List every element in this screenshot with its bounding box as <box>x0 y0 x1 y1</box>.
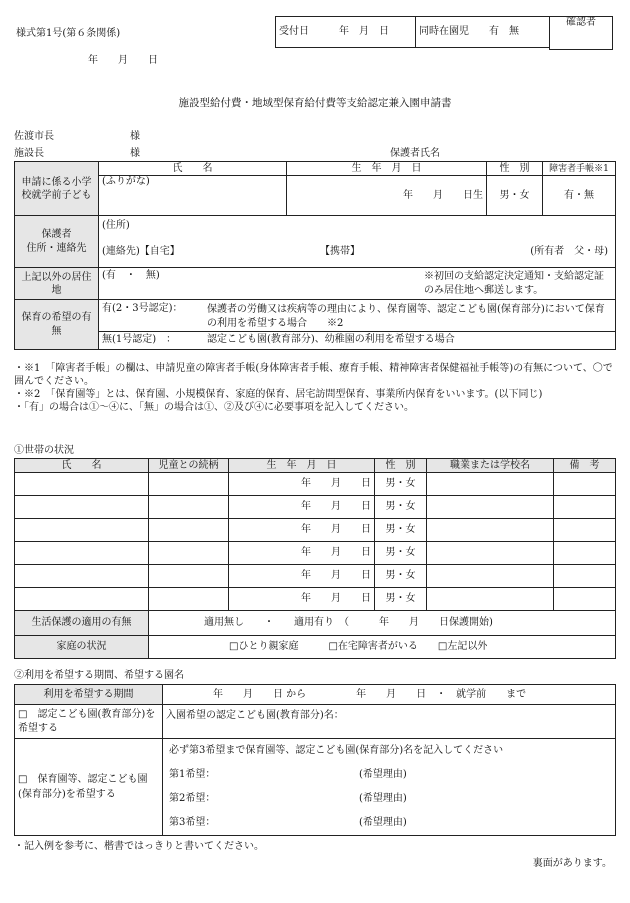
receipt-box <box>275 16 550 48</box>
note-2: ・※2 「保育園等」とは、保育園、小規模保育、家庭的保育、居宅訪問型保育、事業所内保育をいいます。(以下同じ) <box>14 389 543 400</box>
note-3: ・「有」の場合は①～④に、「無」の場合は①、②及び④に必要事項を記入してください。 <box>14 402 414 413</box>
furigana-label: (ふりがな) <box>102 176 150 187</box>
household-heading: ①世帯の状況 <box>14 445 74 456</box>
hh-remarks-cell[interactable] <box>554 496 616 519</box>
hh-occupation-cell[interactable] <box>427 565 554 588</box>
footer-note: ・記入例を参考に、楷書ではっきりと書いてください。 <box>14 841 264 852</box>
nursery-choices-cell <box>163 739 616 836</box>
hh-name-cell[interactable] <box>15 496 149 519</box>
application-table <box>14 161 616 350</box>
guardian-address-cell[interactable] <box>99 216 616 268</box>
hope-no-text: 認定こども園(教育部分)、幼稚園の利用を希望する場合 <box>207 334 455 345</box>
nursery-option[interactable]: □ 保育園等、認定こども園(保育部分)を希望する <box>15 739 163 836</box>
hh-name-cell[interactable] <box>15 542 149 565</box>
hh-header-occupation: 職業または学校名 <box>427 459 554 473</box>
hh-relation-cell[interactable] <box>149 565 229 588</box>
family-value[interactable]: □ひとり親家庭 □在宅障害者がいる □左記以外 <box>149 636 616 659</box>
hh-sex-cell[interactable]: 男・女 <box>375 496 427 519</box>
hh-dob-cell[interactable]: 年 月 日 <box>229 496 375 519</box>
hh-dob-cell[interactable]: 年 月 日 <box>229 565 375 588</box>
hh-remarks-cell[interactable] <box>554 565 616 588</box>
form-number: 様式第1号(第６条関係) <box>16 28 121 39</box>
child-disability-cell[interactable]: 有・無 <box>543 176 616 216</box>
hh-occupation-cell[interactable] <box>427 588 554 611</box>
hh-name-cell[interactable] <box>15 519 149 542</box>
hh-header-sex: 性 別 <box>375 459 427 473</box>
choice-1[interactable] <box>163 763 615 787</box>
hope-yes-cell[interactable] <box>99 300 616 332</box>
period-value[interactable]: 年 月 日 から 年 月 日 ・ 就学前 まで <box>163 685 616 705</box>
mobile-label: 【携帯】 <box>320 246 360 257</box>
table-row <box>15 565 616 588</box>
table-row <box>15 496 616 519</box>
hh-name-cell[interactable] <box>15 588 149 611</box>
hh-occupation-cell[interactable] <box>427 519 554 542</box>
hh-relation-cell[interactable] <box>149 473 229 496</box>
choice-1-reason: (希望理由) <box>359 769 407 780</box>
kindergarten-option[interactable]: □ 認定こども園(教育部分)を希望する <box>15 705 163 739</box>
facility-sama: 様 <box>130 148 140 159</box>
hh-remarks-cell[interactable] <box>554 519 616 542</box>
child-name-cell[interactable] <box>99 176 287 216</box>
confirmer-label: 確認者 <box>550 17 613 50</box>
hope-no-cell[interactable] <box>99 332 616 350</box>
residence-note: ※初回の支給認定決定通知・支給認定証のみ居住地へ郵送します。 <box>424 271 604 296</box>
form-title: 施設型給付費・地域型保育給付費等支給認定兼入園申請書 <box>178 97 452 109</box>
note-1: ・※1 「障害者手帳」の欄は、申請児童の障害者手帳(身体障害者手帳、療育手帳、精神障害者保健福祉手帳等)の有無について、〇で囲んでください。 <box>14 363 613 387</box>
address-label: (住所) <box>102 220 130 231</box>
choice-2-label: 第2希望： <box>169 793 216 804</box>
hh-name-cell[interactable] <box>15 473 149 496</box>
hh-name-cell[interactable] <box>15 565 149 588</box>
welfare-label: 生活保護の適用の有無 <box>15 611 149 636</box>
child-disability-header: 障害者手帳※1 <box>543 162 616 176</box>
hh-header-dob: 生 年 月 日 <box>229 459 375 473</box>
sibling-cell[interactable]: 同時在園児 有 無 <box>416 17 550 48</box>
owner-label: (所有者 父・母) <box>530 246 608 257</box>
facility-label: 施設長 <box>14 148 44 159</box>
choice-2[interactable] <box>163 787 615 811</box>
hh-relation-cell[interactable] <box>149 542 229 565</box>
household-table <box>14 458 616 659</box>
period-heading: ②利用を希望する期間、希望する園名 <box>14 670 184 681</box>
choice-3-reason: (希望理由) <box>359 817 407 828</box>
child-dob-header: 生 年 月 日 <box>287 162 487 176</box>
hh-occupation-cell[interactable] <box>427 496 554 519</box>
hope-yes-text: 保護者の労働又は疾病等の理由により、保育園等、認定こども園(保育部分)において保育の利用を希望する場合 ※2 <box>207 304 605 329</box>
family-label: 家庭の状況 <box>15 636 149 659</box>
hh-dob-cell[interactable]: 年 月 日 <box>229 542 375 565</box>
hh-sex-cell[interactable]: 男・女 <box>375 473 427 496</box>
hh-dob-cell[interactable]: 年 月 日 <box>229 588 375 611</box>
mayor-sama: 様 <box>130 131 140 142</box>
hh-header-name: 氏 名 <box>15 459 149 473</box>
table-row <box>15 519 616 542</box>
table-row <box>15 542 616 565</box>
hh-relation-cell[interactable] <box>149 519 229 542</box>
hh-sex-cell[interactable]: 男・女 <box>375 542 427 565</box>
hh-header-relation: 児童との続柄 <box>149 459 229 473</box>
back-side-note: 裏面があります。 <box>532 858 612 869</box>
choice-3[interactable] <box>163 811 615 835</box>
table-row <box>15 473 616 496</box>
child-row-label: 申請に係る小学校就学前子ども <box>15 162 99 216</box>
hh-remarks-cell[interactable] <box>554 542 616 565</box>
period-table <box>14 684 616 836</box>
choice-1-label: 第1希望： <box>169 769 216 780</box>
welfare-value[interactable]: 適用無し ・ 適用有り （ 年 月 日保護開始) <box>149 611 616 636</box>
choice-2-reason: (希望理由) <box>359 793 407 804</box>
hh-remarks-cell[interactable] <box>554 473 616 496</box>
nursery-note: 必ず第3希望まで保育園等、認定こども園(保育部分)名を記入してください <box>169 745 504 756</box>
table-row <box>15 588 616 611</box>
kindergarten-name-cell[interactable]: 入園希望の認定こども園(教育部分)名： <box>163 705 616 739</box>
notes-block <box>14 362 614 414</box>
residence-cell[interactable] <box>99 268 616 300</box>
choice-3-label: 第3希望： <box>169 817 216 828</box>
receipt-date-cell[interactable]: 受付日 年 月 日 <box>276 17 416 48</box>
child-sex-header: 性 別 <box>487 162 543 176</box>
hh-remarks-cell[interactable] <box>554 588 616 611</box>
hh-sex-cell[interactable]: 男・女 <box>375 519 427 542</box>
child-name-header: 氏 名 <box>99 162 287 176</box>
hh-occupation-cell[interactable] <box>427 542 554 565</box>
child-sex-cell[interactable]: 男・女 <box>487 176 543 216</box>
hh-sex-cell[interactable]: 男・女 <box>375 565 427 588</box>
child-dob-cell[interactable]: 年 月 日生 <box>287 176 487 216</box>
confirmer-box[interactable] <box>549 16 613 50</box>
hh-occupation-cell[interactable] <box>427 473 554 496</box>
hope-row-label: 保育の希望の有無 <box>15 300 99 350</box>
residence-row-label: 上記以外の居住地 <box>15 268 99 300</box>
guardian-name-label: 保護者氏名 <box>390 148 440 159</box>
residence-value: (有 ・ 無) <box>102 270 160 281</box>
hh-header-remarks: 備 考 <box>554 459 616 473</box>
period-label: 利用を希望する期間 <box>15 685 163 705</box>
home-phone-label: (連絡先)【自宅】 <box>102 246 180 257</box>
hope-yes-label: 有(2・3号認定)： <box>102 303 183 314</box>
hh-dob-cell[interactable]: 年 月 日 <box>229 519 375 542</box>
mayor-label: 佐渡市長 <box>14 131 54 142</box>
date-line: 年 月 日 <box>88 55 158 66</box>
hh-relation-cell[interactable] <box>149 496 229 519</box>
hh-relation-cell[interactable] <box>149 588 229 611</box>
hh-sex-cell[interactable]: 男・女 <box>375 588 427 611</box>
guardian-row-label: 保護者 住所・連絡先 <box>15 216 99 268</box>
hh-dob-cell[interactable]: 年 月 日 <box>229 473 375 496</box>
hope-no-label: 無(1号認定) ： <box>102 334 177 345</box>
